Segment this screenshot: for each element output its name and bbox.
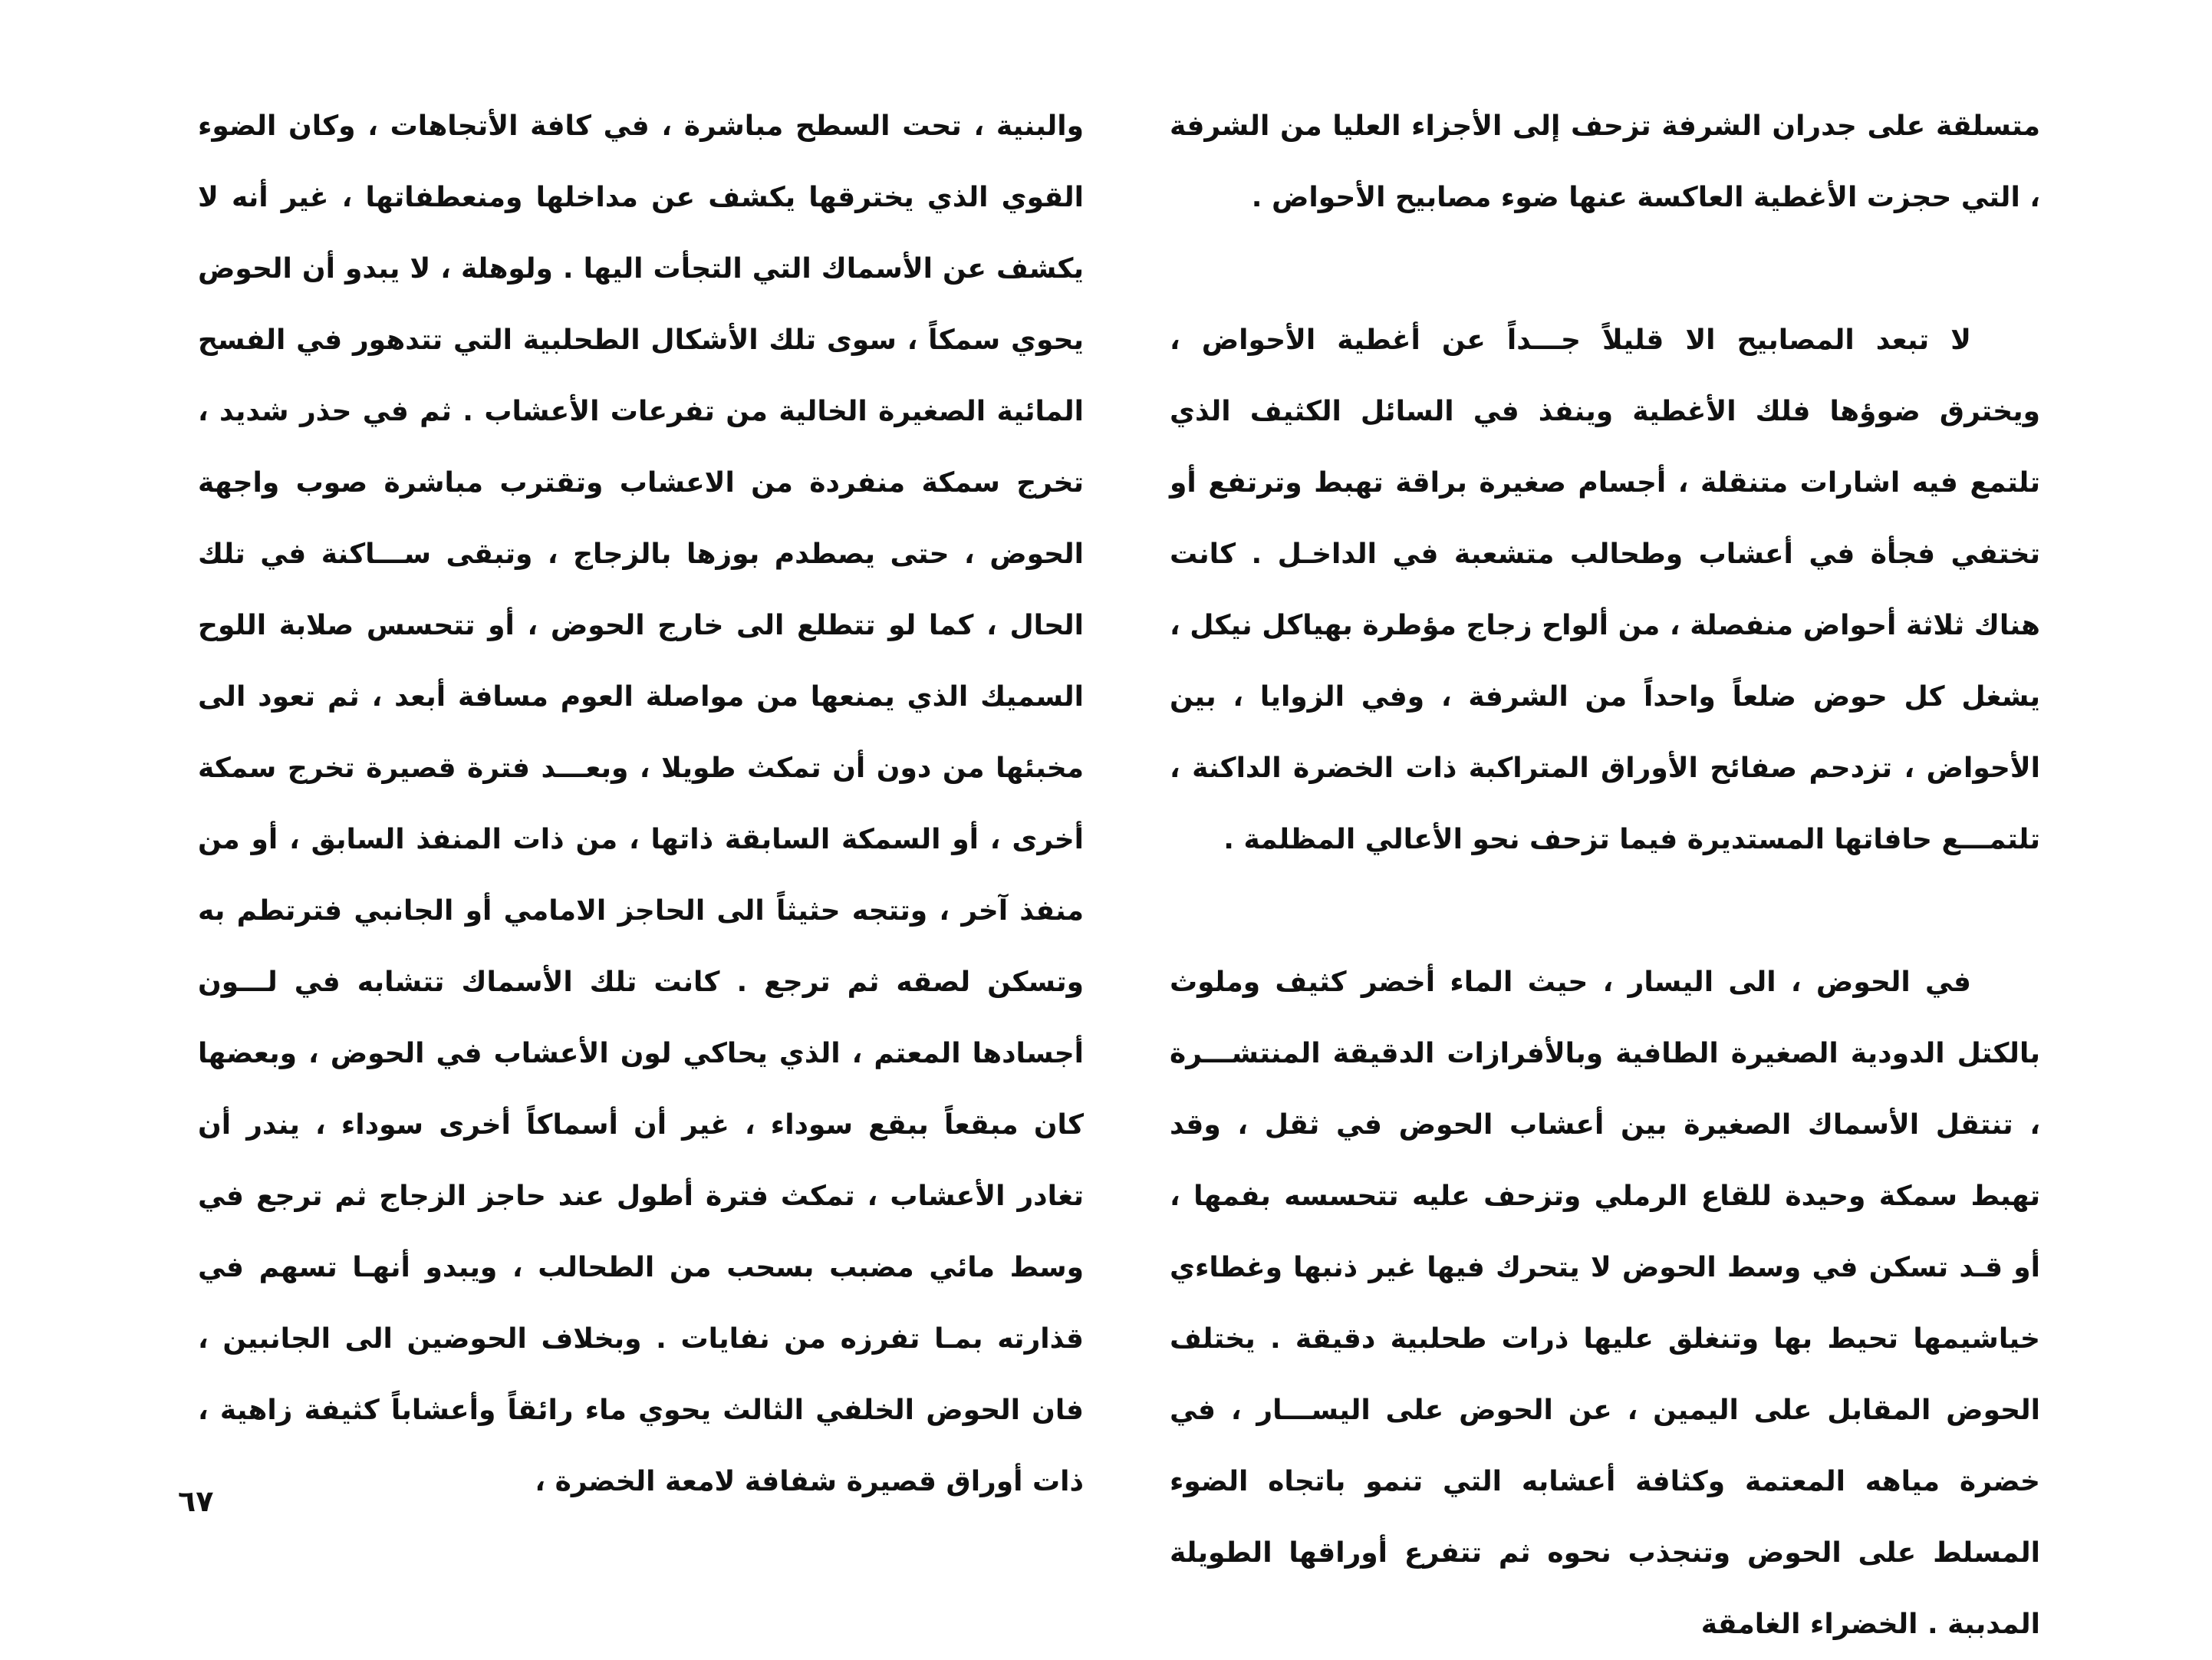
paragraph-1: متسلقة على جدران الشرفة تزحف إلى الأجزاء العليا من الشرفة ، التي حجزت الأغطية العاكسة عنها ضوء مصابيح الأحواض . — [1170, 110, 2040, 213]
page-number: ٦٧ — [178, 1484, 214, 1518]
right-text-column — [1170, 91, 2040, 1660]
left-text-column — [198, 91, 1084, 1517]
paragraph-4: والبنية ، تحت السطح مباشرة ، في كافة الأتجاهات ، وكان الضوء القوي الذي يخترقها يكشف عن مداخلها ومنعطفاتها ، غير أنه لا يكشف عن الأسماك التي التجأت اليها . ولوهلة ، لا يبدو أن الحوض يحوي سمكاً ، سوى تلك الأشكال الطحلبية التي تتدهور في الفسح المائية الصغيرة الخالية من تفرعات الأعشاب . ثم في حذر شديد ، تخرج سمكة منفردة من الاعشاب وتقترب مباشرة صوب واجهة الحوض ، حتى يصطدم بوزها بالزجاج ، وتبقى ســـاكنة في تلك الحال ، كما لو تتطلع الى خارج الحوض ، أو تتحسس صلابة اللوح السميك الذي يمنعها من مواصلة العوم مسافة أبعد ، ثم تعود الى مخبئها من دون أن تمكث طويلا ، وبعـــد فترة قصيرة تخرج سمكة أخرى ، أو السمكة السابقة ذاتها ، من ذات المنفذ السابق ، أو من منفذ آخر ، وتتجه حثيثاً الى الحاجز الامامي أو الجانبي فترتطم به وتسكن لصقه ثم ترجع . كانت تلك الأسماك تتشابه في لـــون أجسادها المعتم ، الذي يحاكي لون الأعشاب في الحوض ، وبعضها كان مبقعاً ببقع سوداء ، غير أن أسماكاً أخرى سوداء ، يندر أن تغادر الأعشاب ، تمكث فترة أطول عند حاجز الزجاج ثم ترجع في وسط مائي مضبب بسحب من الطحالب ، ويبدو أنهـا تسهم في قذارته بمـا تفرزه من نفايات . وبخلاف الحوضين الى الجانبين ، فان الحوض الخلفي الثالث يحوي ماء رائقاً وأعشاباً كثيفة زاهية ، ذات أوراق قصيرة شفافة لامعة الخضرة ، — [198, 110, 1084, 1497]
paragraph-2: لا تبعد المصابيح الا قليلاً جـــداً عن أغطية الأحواض ، ويخترق ضوؤها فلك الأغطية وينفذ في السائل الكثيف الذي تلتمع فيه اشارات متنقلة ، أجسام صغيرة براقة تهبط وترتفع أو تختفي فجأة في أعشاب وطحالب متشعبة في الداخـل . كانت هناك ثلاثة أحواض منفصلة ، من ألواح زجاج مؤطرة بهياكل نيكل ، يشغل كل حوض ضلعاً واحداً من الشرفة ، وفي الزوايا ، بين الأحواض ، تزدحم صفائح الأوراق المتراكبة ذات الخضرة الداكنة ، تلتمـــع حافاتها المستديرة فيما تزحف نحو الأعالي المظلمة . — [1170, 324, 2040, 855]
paragraph-3: في الحوض ، الى اليسار ، حيث الماء أخضر كثيف وملوث بالكتل الدودية الصغيرة الطافية وبالأفرازات الدقيقة المنتشـــرة ، تنتقل الأسماك الصغيرة بين أعشاب الحوض في ثقل ، وقد تهبط سمكة وحيدة للقاع الرملي وتزحف عليه تتحسسه بفمها ، أو قـد تسكن في وسط الحوض لا يتحرك فيها غير ذنبها وغطاءي خياشيمها تحيط بها وتنغلق عليها ذرات طحلبية دقيقة . يختلف الحوض المقابل على اليمين ، عن الحوض على اليســـار ، في خضرة مياهه المعتمة وكثافة أعشابه التي تنمو باتجاه الضوء المسلط على الحوض وتنجذب نحوه ثم تتفرع أوراقها الطويلة المدببة . الخضراء الغامقة — [1170, 967, 2040, 1640]
